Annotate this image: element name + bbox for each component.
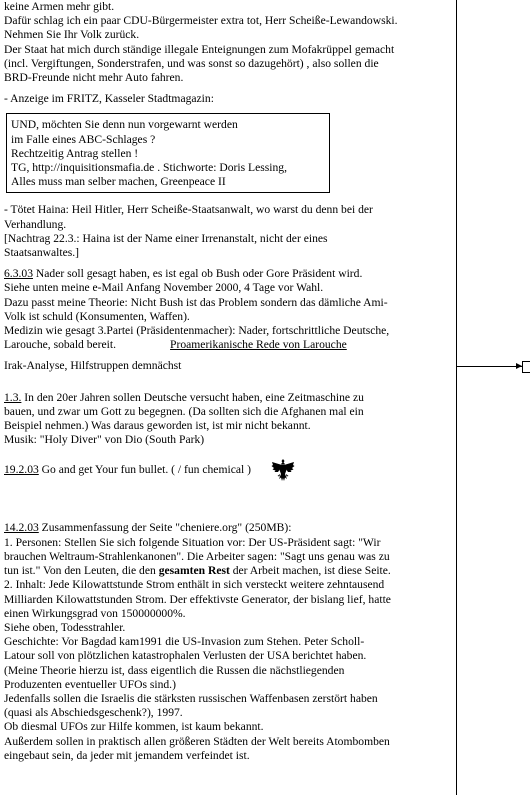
text-line: Beispiel nehmen.) Was daraus geworden ist, ist mir nicht bekannt. <box>4 419 311 433</box>
entry-19-02-03 <box>4 457 454 483</box>
text-line: (quasi als Abschiedsgeschenk?), 1997. <box>4 706 183 720</box>
text-line: brauchen Weltraum-Strahlenkanonen". Die Arbeiter sagen: "Sagt uns genau was zu <box>4 549 390 563</box>
ad-line: im Falle eines ABC-Schlages ? <box>11 132 156 146</box>
text-line: eingebaut sein, da jeder mit jemandem verfeindet ist. <box>4 748 250 762</box>
irak-note: Irak-Analyse, Hilfstruppen demnächst <box>4 359 182 373</box>
text-line: Latour soll von plötzlichen katastrophalen Verlusten der USA berichtet haben. <box>4 649 367 663</box>
text-line: - Tötet Haina: Heil Hitler, Herr Scheiße-Staatsanwalt, wo warst du denn bei der <box>4 203 373 217</box>
text-line: Ob diesmal UFOs zur Hilfe kommen, ist kaum bekannt. <box>4 720 264 734</box>
text-line: (Meine Theorie hierzu ist, dass eigentlich die Russen die nächstliegenden <box>4 663 345 677</box>
text-span: der Arbeit machen, ist diese Seite. <box>229 564 391 578</box>
text-line: Medizin wie gesagt 3.Partei (Präsidentenmacher): Nader, fortschrittliche Deutsche, <box>4 324 390 338</box>
text-line: Dafür schlag ich ein paar CDU-Bürgermeister extra tot, Herr Scheiße-Lewandowski. <box>4 14 398 28</box>
ad-line: TG, http://inquisitionsmafia.de . Stichworte: Doris Lessing, <box>11 161 287 175</box>
entry-date-link[interactable]: 6.3.03 <box>4 267 33 281</box>
text-line: Milliarden Kilowattstunden Strom. Der effektivste Generator, der bislang lief, hatte <box>4 592 391 606</box>
entry-text: Larouche, sobald bereit. <box>4 338 117 352</box>
advertisement-box <box>6 113 330 193</box>
text-line: Siehe unten meine e-Mail Anfang November 2000, 4 Tage vor Wahl. <box>4 281 324 295</box>
entry-14-02-03 <box>4 521 454 762</box>
text-line: Musik: "Holy Diver" von Dio (South Park) <box>4 433 205 447</box>
link-target-box[interactable] <box>522 361 530 373</box>
text-line: Nehmen Sie Ihr Volk zurück. <box>4 28 140 42</box>
entry-last-line <box>4 338 454 352</box>
text-line: bauen, und zwar um Gott zu begegnen. (Da sollten sich die Afghanen mal ein <box>4 404 364 418</box>
ad-intro: - Anzeige im FRITZ, Kasseler Stadtmagazin: <box>4 92 214 106</box>
entry-text: In den 20er Jahren sollen Deutsche versucht haben, eine Zeitmaschine zu <box>21 390 364 404</box>
entry-text: Zusammenfassung der Seite "cheniere.org" (250MB): <box>38 521 292 535</box>
text-line: [Nachtrag 22.3.: Haina ist der Name einer Irrenanstalt, nicht der eines <box>4 231 328 245</box>
text-line: Volk ist schuld (Konsumenten, Waffen). <box>4 309 190 323</box>
text-line: Dazu passt meine Theorie: Nicht Bush ist das Problem sondern das dämliche Ami- <box>4 295 388 309</box>
text-line: 1. Personen: Stellen Sie sich folgende Situation vor: Der US-Präsident sagt: "Wir <box>4 535 381 549</box>
entry-first-line <box>4 463 251 477</box>
text-line: Verhandlung. <box>4 217 67 231</box>
haina-paragraph <box>4 203 454 260</box>
entry-first-line <box>4 521 454 535</box>
text-line: BRD-Freunde nicht mehr Auto fahren. <box>4 71 184 85</box>
entry-date-link[interactable]: 14.2.03 <box>4 521 39 535</box>
entry-01-03 <box>4 391 454 448</box>
text-line: einen Wirkungsgrad von 150000000%. <box>4 606 186 620</box>
text-line: keine Armen mehr gibt. <box>4 0 115 13</box>
entry-first-line <box>4 391 454 405</box>
entry-date-link[interactable]: 1.3. <box>4 390 22 404</box>
entry-text: Nader soll gesagt haben, es ist egal ob Bush oder Gore Präsident wird. <box>32 267 363 281</box>
larouche-speech-link[interactable]: Proamerikanische Rede von Larouche <box>170 338 347 352</box>
entry-date-link[interactable]: 19.2.03 <box>4 463 39 477</box>
text-line: Der Staat hat mich durch ständige illegale Enteignungen zum Mofakrüppel gemacht <box>4 42 395 56</box>
text-line: Geschichte: Vor Bagdad kam1991 die US-Invasion zum Stehen. Peter Scholl- <box>4 635 365 649</box>
intro-paragraph <box>4 0 454 85</box>
ad-line: UND, möchten Sie denn nun vorgewarnt werden <box>11 118 238 132</box>
text-line: Jedenfalls sollen die Israelis die stärksten russischen Waffenbasen zerstört haben <box>4 691 378 705</box>
eagle-icon <box>271 457 295 483</box>
entry-first-line <box>4 267 454 281</box>
ad-line: Alles muss man selber machen, Greenpeace II <box>11 175 226 189</box>
ad-line: Rechtzeitig Antrag stellen ! <box>11 146 139 160</box>
text-line: (incl. Vergiftungen, Sonderstrafen, und was sonst so dazugehört) , also sollen die <box>4 56 379 70</box>
text-line <box>4 564 454 578</box>
text-line: Staatsanwaltes.] <box>4 246 80 260</box>
entry-text: Go and get Your fun bullet. ( / fun chemical ) <box>38 463 251 477</box>
text-line: Außerdem sollen in praktisch allen größeren Städten der Welt bereits Atombomben <box>4 734 390 748</box>
text-line: 2. Inhalt: Jede Kilowattstunde Strom enthält in sich versteckt weitere zehntausend <box>4 578 385 592</box>
column-divider-line <box>456 0 457 795</box>
entry-06-03-03 <box>4 267 454 352</box>
text-span: tun ist." Von den Leuten, die den <box>4 564 159 578</box>
bold-emphasis: gesamten Rest <box>158 564 230 578</box>
text-line: Siehe oben, Todesstrahler. <box>4 620 126 634</box>
text-line: Produzenten eventueller UFOs sind.) <box>4 677 176 691</box>
link-connector-line <box>456 366 522 367</box>
document-body <box>4 0 454 763</box>
